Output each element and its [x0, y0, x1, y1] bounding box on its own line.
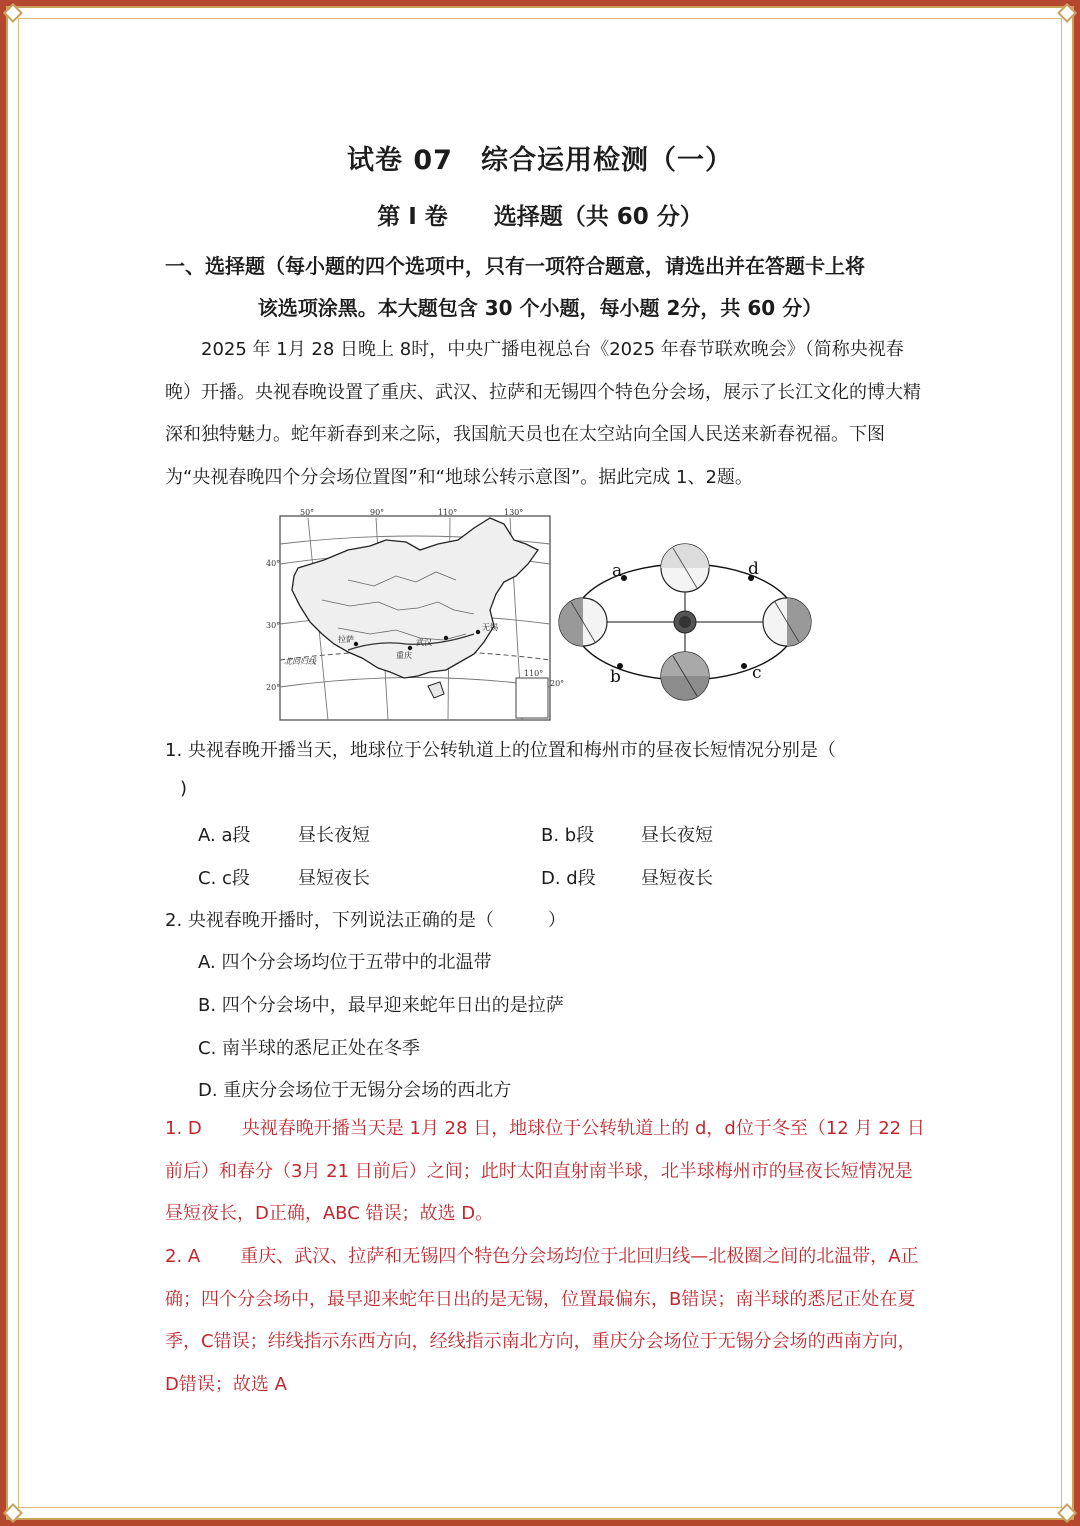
lon-label: 90°	[370, 508, 385, 517]
figure	[266, 508, 818, 722]
page-title: 试卷 07 综合运用检测（一）	[347, 145, 733, 176]
answer-2-text: 重庆、武汉、拉萨和无锡四个特色分会场均位于北回归线—北极圈之间的北温带，A正确；四个分会场中，最早迎来蛇年日出的是无锡，位置最偏东，B错误；南半球的悉尼正处在夏季，C错误；纬线指示东西方向，经线指示南北方向，重庆分会场位于无锡分会场的西南方向，D错误；故选 A	[165, 1246, 919, 1395]
earth-right	[763, 598, 811, 646]
question-1-stem: 1. 央视春晚开播当天，地球位于公转轨道上的位置和梅州市的昼夜长短情况分别是（	[165, 740, 836, 761]
orbit-label-d: d	[748, 559, 759, 579]
paper-subtitle: 第 Ⅰ 卷 选择题（共 60 分）	[377, 204, 703, 230]
q1-option-d-key: D. d段	[541, 868, 596, 889]
q2-option-b: B. 四个分会场中，最早迎来蛇年日出的是拉萨	[198, 995, 564, 1016]
earth-bottom	[661, 652, 709, 700]
place-label-wuhan: 武汉	[416, 638, 432, 647]
lon-label: 50°	[300, 508, 315, 517]
q1-option-c-key: C. c段	[198, 868, 250, 889]
lon-label: 110°	[438, 508, 458, 517]
tropic-label: 北回归线	[284, 657, 316, 666]
q1-option-b-text: 昼长夜短	[641, 825, 713, 846]
china-map	[266, 508, 564, 720]
q2-option-d: D. 重庆分会场位于无锡分会场的西北方	[198, 1080, 512, 1101]
question-1-stem-end: )	[180, 778, 188, 799]
orbit-label-c: c	[752, 663, 762, 683]
intro-paragraph: 2025 年 1月 28 日晚上 8时，中央广播电视总台《2025 年春节联欢晚会》（简称央视春晚）开播。央视春晚设置了重庆、武汉、拉萨和无锡四个特色分会场，展示了长江文化的博大精深和独特魅力。蛇年新春到来之际，我国航天员也在太空站向全国人民送来新春祝福。下图为“央视春晚四个分会场位置图”和“地球公转示意图”。据此完成 1、2题。	[165, 339, 921, 488]
orbit-label-b: b	[610, 667, 621, 687]
answer-1-label: 1. D	[165, 1118, 202, 1139]
place-label-lhasa: 拉萨	[338, 635, 354, 644]
q1-option-a-key: A. a段	[198, 825, 251, 846]
lat-label: 30°	[266, 621, 281, 630]
answer-1-text: 央视春晚开播当天是 1月 28 日，地球位于公转轨道上的 d，d位于冬至（12 月 22 日前后）和春分（3月 21 日前后）之间；此时太阳直射南半球，北半球梅州市的昼夜长短情况是昼短夜长，D正确，ABC 错误；故选 D。	[165, 1118, 925, 1224]
orbit-label-a: a	[612, 561, 623, 581]
lon-label: 130°	[504, 508, 524, 517]
place-label-wuxi: 无锡	[482, 623, 498, 632]
q1-option-a-text: 昼长夜短	[298, 825, 370, 846]
answer-1	[165, 1108, 925, 1236]
inset-label: 110°	[524, 669, 544, 678]
lat-label: 20°	[266, 683, 281, 692]
lat-label: 40°	[266, 559, 281, 568]
place-label-chongqing: 重庆	[396, 651, 412, 660]
q1-option-b-key: B. b段	[541, 825, 595, 846]
orbit-diagram	[559, 544, 811, 700]
earth-top	[661, 544, 709, 592]
earth-left	[559, 598, 607, 646]
inset-label: 20°	[550, 679, 565, 688]
q1-option-d-text: 昼短夜长	[641, 868, 713, 889]
q2-option-c: C. 南半球的悉尼正处在冬季	[198, 1038, 421, 1059]
section-heading-line2: 该选项涂黑。本大题包含 30 个小题，每小题 2分，共 60 分）	[257, 296, 823, 320]
q2-option-a: A. 四个分会场均位于五带中的北温带	[198, 952, 492, 973]
question-2-stem: 2. 央视春晚开播时，下列说法正确的是（ ）	[165, 910, 566, 931]
answer-2	[165, 1236, 925, 1406]
q1-option-c-text: 昼短夜长	[298, 868, 370, 889]
section-heading-line1: 一、选择题（每小题的四个选项中，只有一项符合题意，请选出并在答题卡上将	[165, 254, 865, 278]
answer-2-label: 2. A	[165, 1246, 201, 1267]
